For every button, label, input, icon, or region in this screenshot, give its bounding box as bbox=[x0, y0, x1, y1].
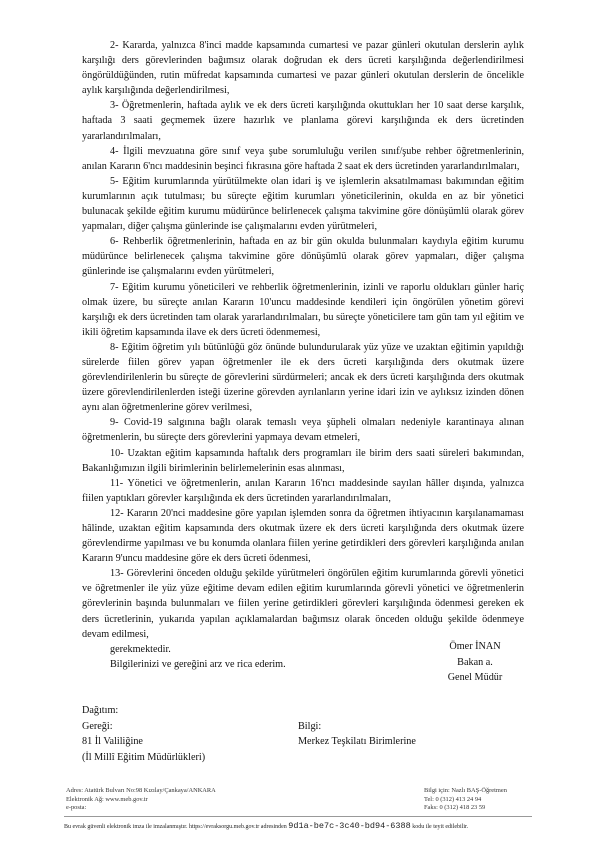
verification-line bbox=[64, 822, 534, 832]
info-heading: Bilgi: bbox=[298, 720, 322, 732]
action-recipient: 81 İl Valiliğine bbox=[82, 736, 143, 747]
verification-code: 9d1a-be7c-3c40-bd94-6388 bbox=[288, 821, 411, 831]
signatory-name: Ömer İNAN bbox=[449, 641, 501, 652]
item-6: 6- Rehberlik öğretmenlerinin, haftada en az bir gün okulda bulunmaları kaydıyla eğitim kurumu müdürünce belirlenecek çalışma takvimine göre dönüşümlü olarak görev yapmaları, diğer çalışma günlerinde ise çalışmalarını evden yürütmeleri, bbox=[82, 236, 524, 278]
footer-web: Elektronik Ağ: www.meb.gov.tr bbox=[66, 795, 148, 803]
item-8: 8- Eğitim öğretim yılı bütünlüğü göz önünde bulundurularak yüz yüze ve uzaktan eğitimin yapıldığı sürelerde fiilen görev yapan öğretmenler ile ek ders ücreti karşılığında ders okutmak üzere görevlendirilenlerin bu süreçte de görevlerini sürdürmeleri; ancak ek ders ücreti karşılığında ders okutmak üzere görevlendirilenlerden isteği üzerine görevden ayrılanların yerine idari izin ve aylıksız izinden dönen aynı alan öğretmenlerine görev verilmesi, bbox=[82, 341, 524, 414]
closing-line-1: gerekmektedir. bbox=[110, 643, 171, 655]
item-13: 13- Görevlerini önceden olduğu şekilde yürütmeleri öngörülen eğitim kurumlarında görevli yönetici ve öğretmenler ile yüz yüze eğitime devam edilen eğitim kurumlarında görevli yönetici ve öğretmenlerin görevlerinin başında bulunmaları ve fiilen yerine getirdikleri görevleri karşılığında ödenmesi gereken ek ders ücretlerinin, yukarıda yapılan açıklamalardan bağımsız olarak önceden olduğu şekilde ödenmeye devam edilmesi, bbox=[82, 568, 524, 640]
letter-body bbox=[82, 38, 524, 672]
distribution-action bbox=[82, 719, 205, 766]
verification-prefix: Bu evrak güvenli elektronik imza ile imzalanmıştır. https://evraksorgu.meb.gov.tr adresinden bbox=[64, 824, 287, 830]
signature-block bbox=[420, 639, 530, 686]
signatory-title: Bakan a. bbox=[457, 656, 493, 668]
footer-email: e-posta: bbox=[66, 804, 87, 812]
footer-tel: Tel: 0 (312) 413 24 94 bbox=[424, 795, 482, 803]
info-recipient: Merkez Teşkilatı Birimlerine bbox=[298, 736, 416, 747]
footer-info: Bilgi için: Nazlı BAŞ-Öğretmen bbox=[424, 787, 507, 794]
distribution-block bbox=[82, 703, 522, 763]
verification-suffix: kodu ile teyit edilebilir. bbox=[412, 824, 469, 830]
item-11: 11- Yönetici ve öğretmenlerin, anılan Kararın 16'ncı maddesinde sayılan hâller dışında, yalnızca fiilen yaptıkları görevler karşılığında ek ders ücretinden yararlandırılmaları, bbox=[82, 477, 524, 504]
item-4: 4- İlgili mevzuatına göre sınıf veya şube sorumluluğu verilen sınıf/şube rehber öğretmenlerinin, anılan Kararın 6'ncı maddesinin beşinci fıkrasına göre haftada 2 saat ek ders ücretinden yararlandırılmaları, bbox=[82, 145, 524, 172]
footer-contact-right bbox=[424, 787, 528, 813]
signatory-role: Genel Müdür bbox=[447, 672, 503, 683]
footer-fax: Faks: 0 (312) 418 23 59 bbox=[424, 804, 486, 812]
distribution-heading: Dağıtım: bbox=[82, 705, 119, 716]
item-10: 10- Uzaktan eğitim kapsamında haftalık ders programları ile birim ders saati süreleri bakımından, Bakanlığımızın ilgili birimlerinin belirlemelerinin esas alınması, bbox=[82, 447, 524, 474]
footer-address: Adres: Atatürk Bulvarı No:98 Kızılay/Çankaya/ANKARA bbox=[66, 787, 216, 794]
action-recipient-detail: (İl Millî Eğitim Müdürlükleri) bbox=[82, 751, 206, 763]
item-9: 9- Covid-19 salgınına bağlı olarak temaslı veya şüpheli olmaları nedeniyle karantinaya alınan öğretmenlerin, bu süreçte ders görevlerini yapmaya devam etmeleri, bbox=[82, 417, 524, 444]
item-3: 3- Öğretmenlerin, haftada aylık ve ek ders ücreti karşılığında okuttukları her 10 saat derse karşılık, haftada 3 saati geçmemek üzere hazırlık ve planlama görevi karşılığında ek ders ücretinden yararlandırılmaları, bbox=[82, 100, 524, 142]
item-2: 2- Kararda, yalnızca 8'inci madde kapsamında cumartesi ve pazar günleri okutulan derslerin aylık karşılığı ders görevlerinden bağımsız olarak doğrudan ek ders ücreti karşılığında değerlendirilmesi öngörüldüğünden, rutin müfredat kapsamında cumartesi ve pazar günleri okutulan derslerin de öncelikle aylık karşılığında değerlendirilmesi, bbox=[82, 40, 524, 97]
distribution-info bbox=[298, 719, 416, 750]
item-7: 7- Eğitim kurumu yöneticileri ve rehberlik öğretmenlerinin, izinli ve raporlu oldukları günler hariç olmak üzere, bu süreçte anılan Kararın 10'uncu maddesinde kendileri için öngörülen yönetim görevi karşılığı ek ders ücretinden tam olarak yararlandırılmaları, bu süreçte yöneticilere tam gün tam yıl eğitim ve ikili öğretim kapsamında ilave ek ders ücreti ödenmemesi, bbox=[82, 281, 524, 338]
action-heading: Gereği: bbox=[82, 720, 113, 732]
item-5: 5- Eğitim kurumlarında yürütülmekte olan idari iş ve işlemlerin aksatılmaması bakımından eğitim kurumlarının açık tutulması; bu süreçte eğitim kurumları yöneticilerinin, okulda en az bir yönetici bulunacak şekilde eğitim kurumu müdürünce belirlenecek çalışma takvimine göre dönüşümlü olarak görev yapmaları, diğer çalışma günlerinde ise çalışmalarını evden yürütmeleri, bbox=[82, 175, 524, 233]
footer-contact-left bbox=[66, 787, 306, 813]
closing-line-2: Bilgilerinizi ve gereğini arz ve rica ederim. bbox=[110, 658, 286, 670]
footer-divider bbox=[64, 816, 532, 817]
item-12: 12- Kararın 20'nci maddesine göre yapılan işlemden sonra da öğretmen ihtiyacının karşılanamaması hâlinde, uzaktan eğitim kapsamında ders okutmak üzere ek ders ücreti karşılığında ders okutmak üzere görevlendirme yapılması ve bu konumda olanlara fiilen yerine getirdikleri ders görevleri karşılığında anılan Kararın 9'uncu maddesine göre ek ders ücreti ödenmesi, bbox=[82, 507, 524, 565]
